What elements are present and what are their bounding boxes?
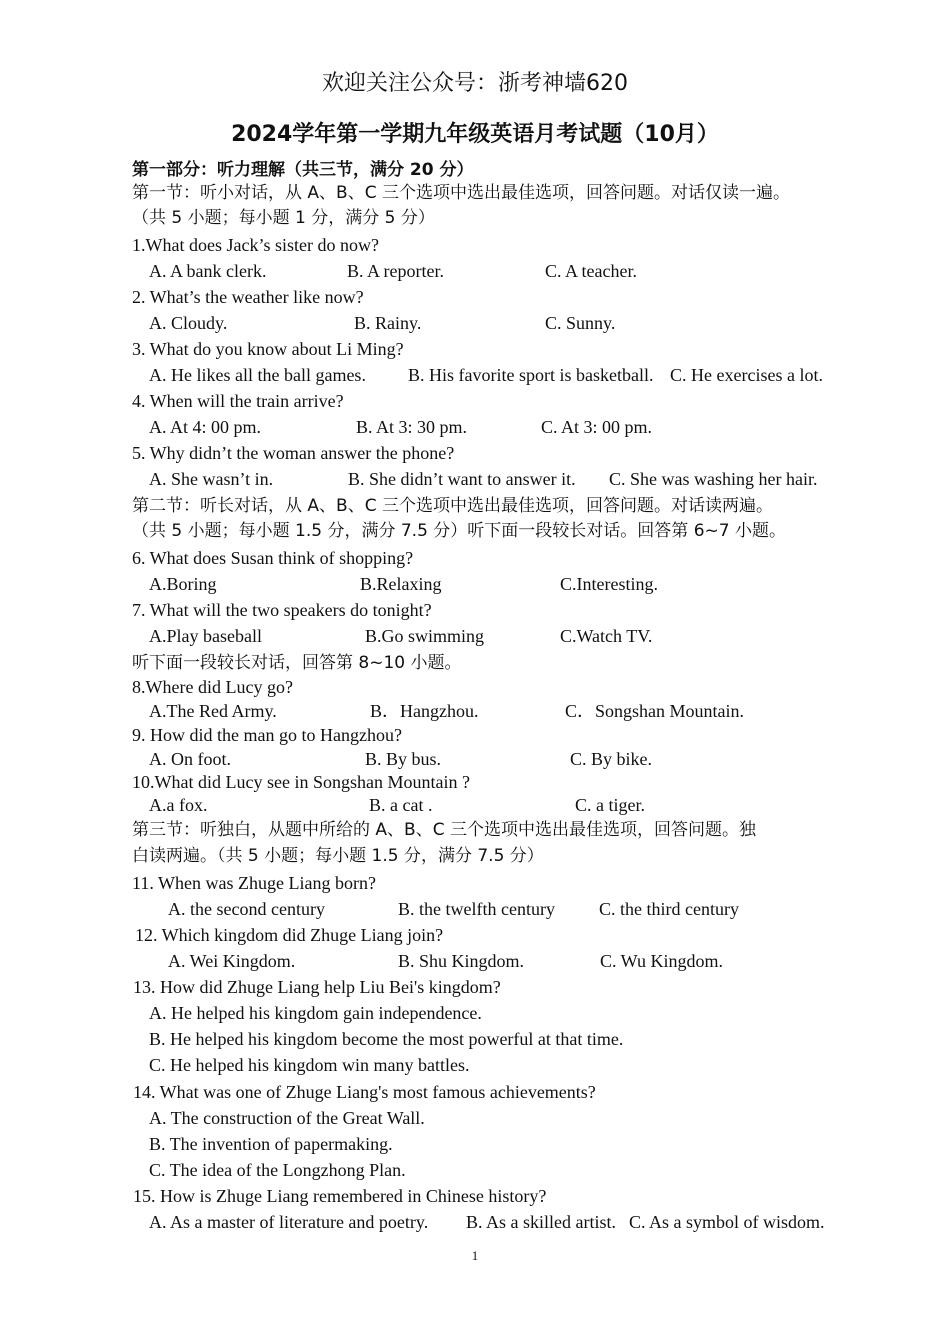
q2-option-a: A. Cloudy. [149, 313, 228, 333]
q3-option-a: A. He likes all the ball games. [149, 365, 366, 385]
question-2: 2. What’s the weather like now? [132, 287, 364, 307]
question-9: 9. How did the man go to Hangzhou? [132, 725, 402, 745]
q1-option-b: B. A reporter. [347, 261, 444, 281]
q15-option-b: B. As a skilled artist. [466, 1212, 616, 1232]
q14-option-a: A. The construction of the Great Wall. [149, 1108, 425, 1128]
q13-option-c: C. He helped his kingdom win many battles. [149, 1055, 470, 1075]
page-number: 1 [471, 1248, 479, 1263]
q11-option-a: A. the second century [168, 899, 325, 919]
q8-option-b: B．Hangzhou. [370, 701, 479, 721]
q6-option-a: A.Boring [149, 574, 217, 594]
question-5: 5. Why didn’t the woman answer the phone? [132, 443, 455, 463]
q14-option-c: C. The idea of the Longzhong Plan. [149, 1160, 406, 1180]
exam-title: 2024学年第一学期九年级英语月考试题（10月） [231, 122, 719, 147]
question-15: 15. How is Zhuge Liang remembered in Chinese history? [133, 1186, 547, 1206]
section1-scoring: （共 5 小题；每小题 1 分，满分 5 分） [132, 208, 435, 228]
q10-option-c: C. a tiger. [575, 795, 645, 815]
q10-option-b: B. a cat . [369, 795, 433, 815]
q14-option-b: B. The invention of papermaking. [149, 1134, 393, 1154]
q5-option-a: A. She wasn’t in. [149, 469, 274, 489]
q15-option-c: C. As a symbol of wisdom. [629, 1212, 825, 1232]
part1-heading: 第一部分：听力理解（共三节，满分 20 分） [132, 160, 474, 180]
question-3: 3. What do you know about Li Ming? [132, 339, 404, 359]
question-8: 8.Where did Lucy go? [132, 677, 293, 697]
q2-option-b: B. Rainy. [354, 313, 422, 333]
q1-option-a: A. A bank clerk. [149, 261, 267, 281]
q13-option-b: B. He helped his kingdom become the most powerful at that time. [149, 1029, 624, 1049]
section2-scoring: （共 5 小题；每小题 1.5 分，满分 7.5 分）听下面一段较长对话。回答第 6~7 小题。 [132, 521, 786, 541]
q6-option-b: B.Relaxing [360, 574, 442, 594]
q11-option-b: B. the twelfth century [398, 899, 555, 919]
q3-option-c: C. He exercises a lot. [670, 365, 823, 385]
q12-option-a: A. Wei Kingdom. [168, 951, 296, 971]
q2-option-c: C. Sunny. [545, 313, 616, 333]
page-header: 欢迎关注公众号：浙考神墙620 [322, 71, 628, 96]
q7-option-b: B.Go swimming [365, 626, 485, 646]
q4-option-b: B. At 3: 30 pm. [356, 417, 468, 437]
q12-option-b: B. Shu Kingdom. [398, 951, 525, 971]
section1-instruction: 第一节：听小对话，从 A、B、C 三个选项中选出最佳选项，回答问题。对话仅读一遍。 [132, 183, 790, 203]
q7-option-a: A.Play baseball [149, 626, 262, 646]
q11-option-c: C. the third century [599, 899, 739, 919]
question-6: 6. What does Susan think of shopping? [132, 548, 414, 568]
q7-option-c: C.Watch TV. [560, 626, 653, 646]
section2-instruction: 第二节：听长对话，从 A、B、C 三个选项中选出最佳选项，回答问题。对话读两遍。 [132, 496, 773, 516]
q12-option-c: C. Wu Kingdom. [600, 951, 723, 971]
q4-option-c: C. At 3: 00 pm. [541, 417, 653, 437]
q15-option-a: A. As a master of literature and poetry. [149, 1212, 429, 1232]
section3-scoring: 白读两遍。（共 5 小题；每小题 1.5 分，满分 7.5 分） [132, 846, 544, 866]
q10-option-a: A.a fox. [149, 795, 208, 815]
q4-option-a: A. At 4: 00 pm. [149, 417, 262, 437]
q8-option-c: C．Songshan Mountain. [565, 701, 745, 721]
question-13: 13. How did Zhuge Liang help Liu Bei's kingdom? [133, 977, 501, 997]
question-12: 12. Which kingdom did Zhuge Liang join? [135, 925, 444, 945]
q1-option-c: C. A teacher. [545, 261, 637, 281]
question-11: 11. When was Zhuge Liang born? [132, 873, 376, 893]
q3-option-b: B. His favorite sport is basketball. [408, 365, 654, 385]
question-14: 14. What was one of Zhuge Liang's most famous achievements? [133, 1082, 596, 1102]
q9-option-b: B. By bus. [365, 749, 442, 769]
listening-instruction-8-10: 听下面一段较长对话，回答第 8~10 小题。 [132, 653, 462, 673]
q6-option-c: C.Interesting. [560, 574, 658, 594]
question-1: 1.What does Jack’s sister do now? [132, 235, 379, 255]
q9-option-a: A. On foot. [149, 749, 231, 769]
q8-option-a: A.The Red Army. [149, 701, 277, 721]
q5-option-b: B. She didn’t want to answer it. [348, 469, 576, 489]
q13-option-a: A. He helped his kingdom gain independence. [149, 1003, 482, 1023]
question-7: 7. What will the two speakers do tonight? [132, 600, 432, 620]
question-10: 10.What did Lucy see in Songshan Mountain ? [132, 772, 470, 792]
question-4: 4. When will the train arrive? [132, 391, 344, 411]
q9-option-c: C. By bike. [570, 749, 653, 769]
q5-option-c: C. She was washing her hair. [609, 469, 818, 489]
section3-instruction: 第三节：听独白，从题中所给的 A、B、C 三个选项中选出最佳选项，回答问题。独 [132, 820, 756, 840]
